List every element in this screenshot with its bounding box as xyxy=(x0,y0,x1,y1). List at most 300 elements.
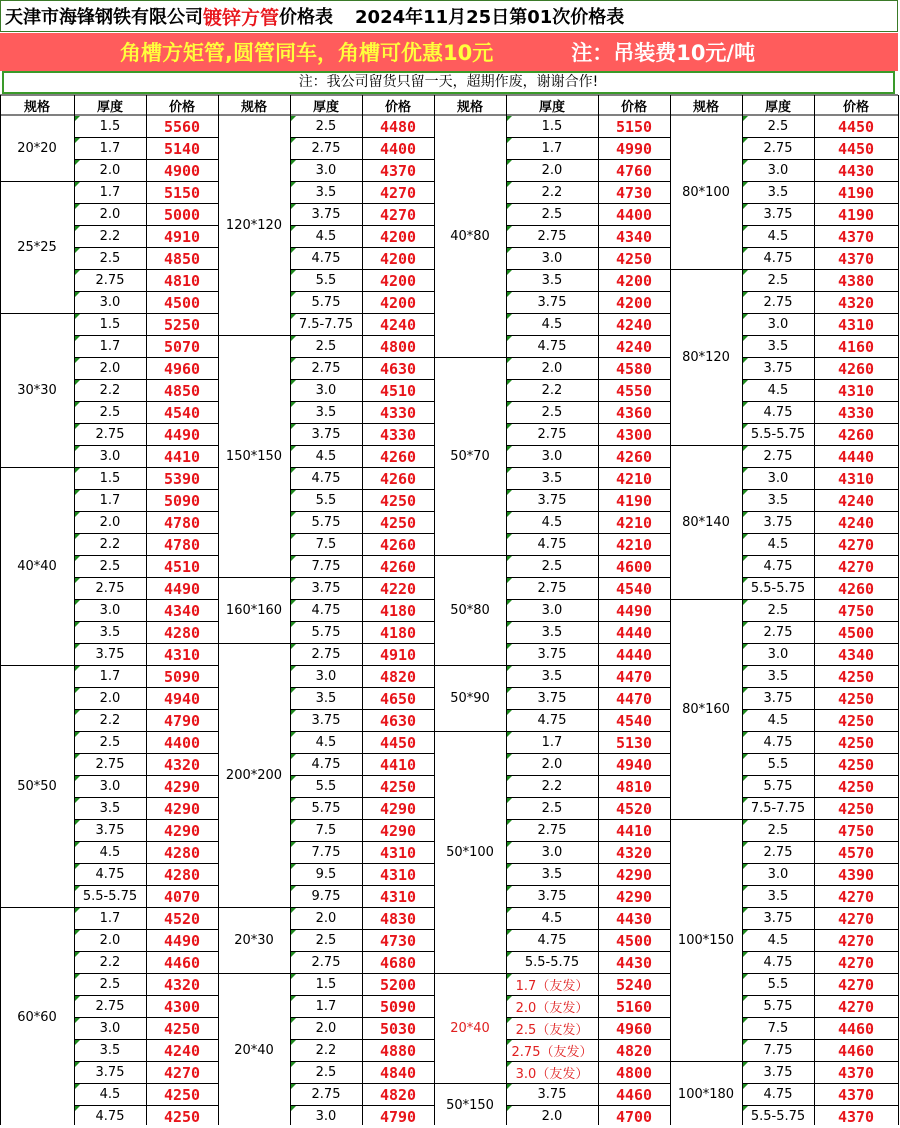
header-price: 价格 xyxy=(384,99,411,115)
cell-marker xyxy=(75,468,80,473)
price-cell: 4270 xyxy=(837,976,875,994)
thickness-cell: 3.5 xyxy=(541,668,563,684)
thickness-cell: 2.0 xyxy=(99,360,121,376)
cell-marker xyxy=(507,908,512,913)
cell-marker xyxy=(743,512,748,517)
cell-marker xyxy=(291,402,296,407)
price-cell: 4310 xyxy=(837,382,875,400)
price-cell: 4210 xyxy=(615,514,653,532)
price-cell: 4810 xyxy=(163,272,201,290)
cell-marker xyxy=(75,270,80,275)
cell-marker xyxy=(291,908,296,913)
price-cell: 4300 xyxy=(163,998,201,1016)
price-cell: 4470 xyxy=(615,668,653,686)
price-cell: 4270 xyxy=(837,536,875,554)
thickness-cell: 2.5 xyxy=(99,976,121,992)
cell-marker xyxy=(75,644,80,649)
cell-marker xyxy=(743,248,748,253)
price-cell: 4320 xyxy=(163,976,201,994)
thickness-cell: 2.75 xyxy=(763,624,793,640)
cell-marker xyxy=(743,754,748,759)
price-cell: 4330 xyxy=(837,404,875,422)
thickness-cell: 3.75 xyxy=(763,360,793,376)
thickness-cell: 1.5 xyxy=(541,118,563,134)
price-cell: 4790 xyxy=(163,712,201,730)
cell-marker xyxy=(75,490,80,495)
cell-marker xyxy=(743,468,748,473)
price-cell: 4780 xyxy=(163,514,201,532)
cell-marker xyxy=(743,490,748,495)
price-cell: 4070 xyxy=(163,888,201,906)
cell-marker xyxy=(291,204,296,209)
cell-marker xyxy=(507,512,512,517)
cell-marker xyxy=(75,446,80,451)
price-cell: 4310 xyxy=(379,844,417,862)
thickness-cell: 2.0 xyxy=(541,1108,563,1124)
thickness-cell: 5.75 xyxy=(763,778,793,794)
thickness-cell: 2.75 xyxy=(95,998,125,1014)
spec-cell: 20*40 xyxy=(234,1042,274,1058)
price-cell: 4680 xyxy=(379,954,417,972)
header-price: 价格 xyxy=(620,99,647,115)
price-cell: 4240 xyxy=(379,316,417,334)
cell-marker xyxy=(507,798,512,803)
spec-cell: 50*150 xyxy=(446,1097,494,1113)
price-cell: 4250 xyxy=(837,756,875,774)
cell-marker xyxy=(507,1040,512,1045)
price-cell: 4290 xyxy=(163,800,201,818)
cell-marker xyxy=(75,600,80,605)
price-cell: 4440 xyxy=(615,646,653,664)
thickness-cell: 4.5 xyxy=(541,910,563,926)
cell-marker xyxy=(75,820,80,825)
thickness-cell: 3.0 xyxy=(767,646,789,662)
cell-marker xyxy=(291,1018,296,1023)
cell-marker xyxy=(743,358,748,363)
header-spec: 规格 xyxy=(23,99,50,115)
cell-marker xyxy=(75,1040,80,1045)
cell-marker xyxy=(507,468,512,473)
price-cell: 4480 xyxy=(379,118,417,136)
promo-text: 角槽方矩管,圆管同车，角槽可优惠10元 xyxy=(120,41,494,65)
cell-marker xyxy=(75,864,80,869)
cell-marker xyxy=(507,996,512,1001)
thickness-cell: 3.0 xyxy=(767,866,789,882)
thickness-cell: 7.75 xyxy=(311,844,341,860)
price-cell: 4310 xyxy=(837,470,875,488)
thickness-cell: 2.5 xyxy=(767,602,789,618)
cell-marker xyxy=(75,842,80,847)
cell-marker xyxy=(291,622,296,627)
cell-marker xyxy=(75,754,80,759)
cell-marker xyxy=(743,534,748,539)
thickness-cell: 1.7 xyxy=(541,140,563,156)
cell-marker xyxy=(743,732,748,737)
thickness-cell: 2.0 xyxy=(541,360,563,376)
cell-marker xyxy=(507,600,512,605)
price-cell: 4200 xyxy=(379,294,417,312)
price-cell: 4300 xyxy=(615,426,653,444)
price-cell: 4180 xyxy=(379,624,417,642)
thickness-cell: 3.75 xyxy=(311,426,341,442)
price-cell: 4730 xyxy=(379,932,417,950)
cell-marker xyxy=(507,820,512,825)
price-cell: 4160 xyxy=(837,338,875,356)
thickness-cell: 4.75 xyxy=(763,1086,793,1102)
cell-marker xyxy=(743,380,748,385)
thickness-cell: 2.2 xyxy=(99,954,121,970)
thickness-cell: 7.5 xyxy=(315,536,337,552)
price-cell: 4270 xyxy=(837,932,875,950)
thickness-cell: 2.5 xyxy=(99,734,121,750)
price-cell: 4330 xyxy=(379,404,417,422)
cell-marker xyxy=(743,622,748,627)
price-cell: 5240 xyxy=(615,976,653,994)
cell-marker xyxy=(507,226,512,231)
thickness-cell: 4.75 xyxy=(95,866,125,882)
price-cell: 4310 xyxy=(379,866,417,884)
cell-marker xyxy=(743,886,748,891)
thickness-cell: 1.7 xyxy=(541,734,563,750)
thickness-cell: 4.5 xyxy=(541,316,563,332)
cell-marker xyxy=(507,578,512,583)
price-cell: 5150 xyxy=(163,184,201,202)
cell-marker xyxy=(743,578,748,583)
thickness-cell: 2.2 xyxy=(99,228,121,244)
thickness-cell: 2.75 xyxy=(537,822,567,838)
price-cell: 4460 xyxy=(163,954,201,972)
cell-marker xyxy=(507,380,512,385)
price-cell: 4490 xyxy=(615,602,653,620)
cell-marker xyxy=(291,578,296,583)
thickness-cell: 3.5 xyxy=(315,690,337,706)
thickness-cell: 4.75 xyxy=(537,338,567,354)
thickness-cell: 2.0 xyxy=(99,932,121,948)
thickness-cell: 3.5 xyxy=(541,272,563,288)
price-cell: 4410 xyxy=(163,448,201,466)
thickness-cell: 3.5 xyxy=(767,888,789,904)
thickness-cell: 2.5 xyxy=(541,206,563,222)
thickness-cell: 3.0 xyxy=(315,382,337,398)
spec-cell: 20*40 xyxy=(450,1020,490,1036)
cell-marker xyxy=(507,622,512,627)
price-cell: 4940 xyxy=(163,690,201,708)
thickness-cell: 3.75 xyxy=(311,206,341,222)
cell-marker xyxy=(507,1062,512,1067)
thickness-cell: 4.5 xyxy=(315,448,337,464)
price-cell: 4260 xyxy=(379,558,417,576)
thickness-cell: 4.5 xyxy=(99,1086,121,1102)
spec-cell: 40*40 xyxy=(17,558,57,574)
cell-marker xyxy=(75,1084,80,1089)
thickness-cell: 3.0（友发） xyxy=(515,1066,589,1082)
price-cell: 5560 xyxy=(163,118,201,136)
cell-marker xyxy=(291,182,296,187)
cell-marker xyxy=(743,688,748,693)
price-cell: 4240 xyxy=(615,338,653,356)
cell-marker xyxy=(75,204,80,209)
table-word: 价格表 xyxy=(279,7,334,28)
price-cell: 4960 xyxy=(615,1020,653,1038)
thickness-cell: 2.5 xyxy=(99,404,121,420)
price-cell: 4370 xyxy=(379,162,417,180)
cell-marker xyxy=(75,160,80,165)
thickness-cell: 5.5-5.75 xyxy=(82,888,138,904)
thickness-cell: 2.5 xyxy=(541,558,563,574)
spec-cell: 50*80 xyxy=(450,602,490,618)
thickness-cell: 3.5 xyxy=(541,470,563,486)
price-cell: 5160 xyxy=(615,998,653,1016)
thickness-cell: 3.0 xyxy=(767,316,789,332)
price-cell: 4200 xyxy=(379,228,417,246)
thickness-cell: 4.5 xyxy=(767,536,789,552)
cell-marker xyxy=(291,776,296,781)
thickness-cell: 4.75 xyxy=(95,1108,125,1124)
thickness-cell: 2.75 xyxy=(311,954,341,970)
thickness-cell: 2.2 xyxy=(315,1042,337,1058)
thickness-cell: 3.75 xyxy=(95,646,125,662)
price-cell: 4440 xyxy=(615,624,653,642)
thickness-cell: 3.75 xyxy=(537,1086,567,1102)
cell-marker xyxy=(291,380,296,385)
spec-cell: 50*50 xyxy=(17,778,57,794)
cell-marker xyxy=(291,138,296,143)
price-cell: 4580 xyxy=(615,360,653,378)
price-cell: 4210 xyxy=(615,536,653,554)
price-cell: 4250 xyxy=(837,778,875,796)
thickness-cell: 4.75 xyxy=(311,250,341,266)
thickness-cell: 2.75 xyxy=(311,646,341,662)
thickness-cell: 5.5 xyxy=(767,976,789,992)
thickness-cell: 7.5-7.75 xyxy=(298,316,354,332)
thickness-cell: 4.75 xyxy=(311,470,341,486)
thickness-cell: 2.5 xyxy=(315,1064,337,1080)
price-cell: 4910 xyxy=(379,646,417,664)
cell-marker xyxy=(75,358,80,363)
header-thickness: 厚度 xyxy=(96,99,123,115)
price-cell: 4260 xyxy=(837,360,875,378)
price-cell: 4270 xyxy=(837,954,875,972)
cell-marker xyxy=(507,1106,512,1111)
price-cell: 4280 xyxy=(163,844,201,862)
cell-marker xyxy=(291,116,296,121)
thickness-cell: 2.75 xyxy=(763,448,793,464)
cell-marker xyxy=(743,446,748,451)
thickness-cell: 2.75 xyxy=(95,272,125,288)
cell-marker xyxy=(743,226,748,231)
thickness-cell: 3.0 xyxy=(99,1020,121,1036)
cell-marker xyxy=(291,490,296,495)
cell-marker xyxy=(743,952,748,957)
thickness-cell: 3.0 xyxy=(541,250,563,266)
price-cell: 5090 xyxy=(163,492,201,510)
cell-marker xyxy=(75,182,80,187)
price-cell: 4500 xyxy=(615,932,653,950)
price-cell: 4820 xyxy=(379,668,417,686)
cell-marker xyxy=(507,292,512,297)
thickness-cell: 3.75 xyxy=(763,690,793,706)
thickness-cell: 3.5 xyxy=(315,184,337,200)
header-price: 价格 xyxy=(168,99,195,115)
cell-marker xyxy=(743,820,748,825)
cell-marker xyxy=(743,842,748,847)
price-cell: 4570 xyxy=(837,844,875,862)
price-cell: 4800 xyxy=(379,338,417,356)
thickness-cell: 7.75 xyxy=(763,1042,793,1058)
cell-marker xyxy=(507,248,512,253)
price-cell: 4790 xyxy=(379,1108,417,1126)
price-cell: 4520 xyxy=(615,800,653,818)
cell-marker xyxy=(75,1062,80,1067)
thickness-cell: 4.5 xyxy=(767,382,789,398)
thickness-cell: 2.75 xyxy=(537,228,567,244)
thickness-cell: 3.75 xyxy=(537,294,567,310)
cell-marker xyxy=(291,930,296,935)
cell-marker xyxy=(291,842,296,847)
price-cell: 5140 xyxy=(163,140,201,158)
cell-marker xyxy=(743,160,748,165)
thickness-cell: 3.75 xyxy=(95,822,125,838)
thickness-cell: 2.2 xyxy=(99,712,121,728)
price-cell: 4290 xyxy=(163,822,201,840)
cell-marker xyxy=(75,886,80,891)
price-cell: 4250 xyxy=(837,734,875,752)
price-cell: 4500 xyxy=(837,624,875,642)
thickness-cell: 1.5 xyxy=(99,470,121,486)
thickness-cell: 5.75 xyxy=(311,800,341,816)
thickness-cell: 2.2 xyxy=(99,536,121,552)
price-cell: 4200 xyxy=(615,294,653,312)
price-cell: 4250 xyxy=(837,712,875,730)
thickness-cell: 3.5 xyxy=(99,1042,121,1058)
thickness-cell: 9.75 xyxy=(311,888,341,904)
cell-marker xyxy=(75,380,80,385)
cell-marker xyxy=(291,1062,296,1067)
cell-marker xyxy=(743,666,748,671)
header-thickness: 厚度 xyxy=(312,99,339,115)
cell-marker xyxy=(507,1018,512,1023)
price-cell: 4400 xyxy=(163,734,201,752)
thickness-cell: 2.75 xyxy=(763,140,793,156)
cell-marker xyxy=(291,512,296,517)
thickness-cell: 5.75 xyxy=(311,624,341,640)
price-cell: 4250 xyxy=(163,1108,201,1126)
thickness-cell: 2.0（友发） xyxy=(515,1000,589,1016)
spec-cell: 20*20 xyxy=(17,140,57,156)
price-cell: 4500 xyxy=(163,294,201,312)
thickness-cell: 4.75 xyxy=(763,404,793,420)
price-cell: 4220 xyxy=(379,580,417,598)
price-cell: 4190 xyxy=(837,184,875,202)
thickness-cell: 2.75 xyxy=(95,580,125,596)
price-cell: 4290 xyxy=(379,822,417,840)
thickness-cell: 3.5 xyxy=(767,338,789,354)
spec-cell: 150*150 xyxy=(225,448,283,464)
thickness-cell: 1.7 xyxy=(99,668,121,684)
thickness-cell: 4.75 xyxy=(537,536,567,552)
thickness-cell: 3.75 xyxy=(763,514,793,530)
spec-cell: 20*30 xyxy=(234,932,274,948)
thickness-cell: 2.5 xyxy=(767,822,789,838)
cell-marker xyxy=(291,952,296,957)
cell-marker xyxy=(291,314,296,319)
price-cell: 4450 xyxy=(379,734,417,752)
thickness-cell: 3.0 xyxy=(767,470,789,486)
spec-cell: 80*160 xyxy=(682,701,730,717)
header-spec: 规格 xyxy=(692,99,719,115)
price-cell: 5130 xyxy=(615,734,653,752)
cell-marker xyxy=(75,996,80,1001)
cell-marker xyxy=(75,952,80,957)
cell-marker xyxy=(75,710,80,715)
thickness-cell: 2.75 xyxy=(95,756,125,772)
cell-marker xyxy=(743,1084,748,1089)
thickness-cell: 4.75 xyxy=(763,734,793,750)
cell-marker xyxy=(743,292,748,297)
thickness-cell: 4.75 xyxy=(763,954,793,970)
company-name: 天津市海锋钢铁有限公司 xyxy=(5,7,203,28)
thickness-cell: 2.5 xyxy=(541,404,563,420)
spec-cell: 80*120 xyxy=(682,349,730,365)
cell-marker xyxy=(743,600,748,605)
thickness-cell: 2.0 xyxy=(315,1020,337,1036)
cell-marker xyxy=(291,1040,296,1045)
thickness-cell: 3.75 xyxy=(95,1064,125,1080)
thickness-cell: 5.5-5.75 xyxy=(750,580,806,596)
cell-marker xyxy=(507,160,512,165)
thickness-cell: 5.5 xyxy=(315,492,337,508)
thickness-cell: 2.75 xyxy=(763,844,793,860)
thickness-cell: 2.5 xyxy=(99,250,121,266)
cell-marker xyxy=(743,644,748,649)
thickness-cell: 5.5-5.75 xyxy=(750,426,806,442)
thickness-cell: 2.75 xyxy=(311,1086,341,1102)
cell-marker xyxy=(507,688,512,693)
price-cell: 4630 xyxy=(379,712,417,730)
price-cell: 4460 xyxy=(837,1042,875,1060)
price-cell: 4370 xyxy=(837,1086,875,1104)
price-cell: 4240 xyxy=(615,316,653,334)
price-cell: 4520 xyxy=(163,910,201,928)
cell-marker xyxy=(507,842,512,847)
thickness-cell: 2.75 xyxy=(311,140,341,156)
price-cell: 4340 xyxy=(163,602,201,620)
thickness-cell: 2.2 xyxy=(541,184,563,200)
price-cell: 4490 xyxy=(163,426,201,444)
cell-marker xyxy=(291,534,296,539)
cell-marker xyxy=(291,754,296,759)
thickness-cell: 1.7 xyxy=(99,910,121,926)
spec-cell: 100*180 xyxy=(677,1086,735,1102)
cell-marker xyxy=(291,292,296,297)
cell-marker xyxy=(743,996,748,1001)
thickness-cell: 2.5 xyxy=(315,118,337,134)
cell-marker xyxy=(75,248,80,253)
cell-marker xyxy=(507,666,512,671)
price-cell: 4900 xyxy=(163,162,201,180)
cell-marker xyxy=(291,798,296,803)
thickness-cell: 9.5 xyxy=(315,866,337,882)
thickness-cell: 3.5 xyxy=(99,624,121,640)
price-cell: 5250 xyxy=(163,316,201,334)
thickness-cell: 3.0 xyxy=(99,602,121,618)
price-cell: 4370 xyxy=(837,250,875,268)
thickness-cell: 4.75 xyxy=(537,712,567,728)
cell-marker xyxy=(291,556,296,561)
thickness-cell: 4.5 xyxy=(315,228,337,244)
price-cell: 4270 xyxy=(163,1064,201,1082)
cell-marker xyxy=(75,688,80,693)
